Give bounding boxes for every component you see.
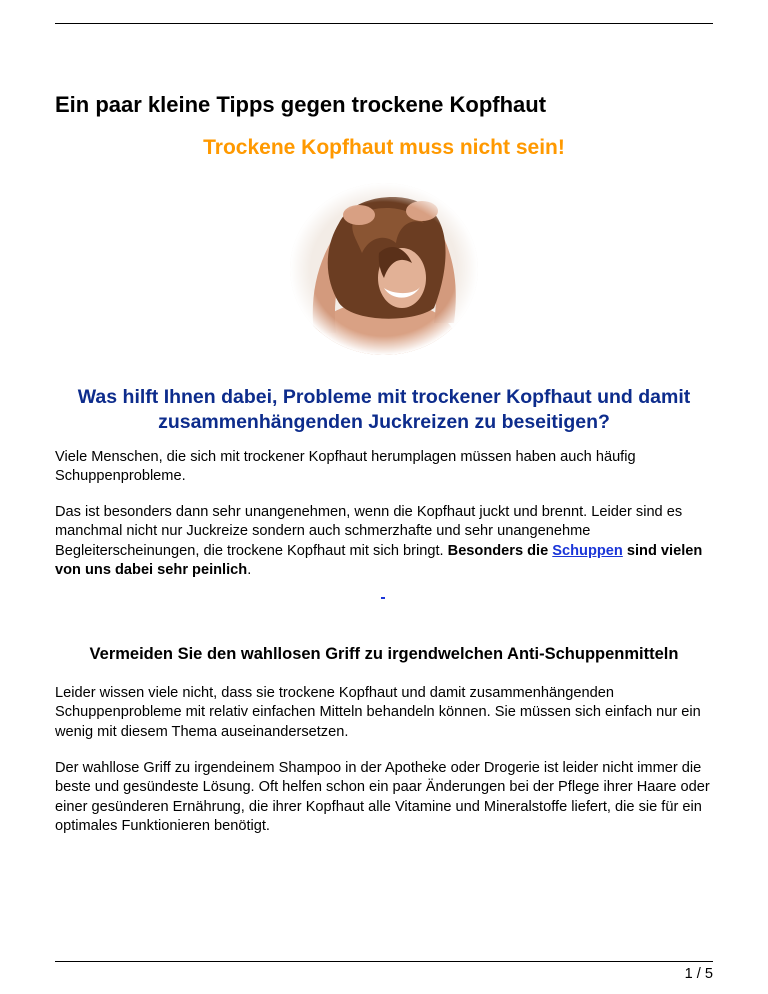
section-heading-2: Vermeiden Sie den wahllosen Griff zu irgendwelchen Anti-Schuppenmitteln — [89, 645, 679, 663]
small-link-mark[interactable] — [381, 597, 385, 599]
paragraph-3: Leider wissen viele nicht, dass sie trockene Kopfhaut und damit zusammenhängenden Schuppenprobleme mit relativ einfachen Mitteln behandeln können. Sie müssen sich einfach nur ein wenig mit diesem Thema auseinandersetzen. — [55, 685, 701, 740]
paragraph-2-bold-end: sind vielen von uns dabei sehr peinlich — [55, 542, 703, 578]
photo-illustration — [284, 183, 484, 355]
paragraph-2 — [55, 503, 715, 580]
paragraph-4: Der wahllose Griff zu irgendeinem Shampoo in der Apotheke oder Drogerie ist leider nicht immer die beste und gesündeste Lösung. Oft helfen schon ein paar Änderungen bei der Pflege ihrer Haare oder einer gesünderen Ernährung, die ihrer Kopfhaut alle Vitamine und Mineralstoffe liefert, die sie für ein optimales Funktionieren benötigt. — [55, 760, 710, 834]
page-number: 1 / 5 — [684, 966, 713, 982]
paragraph-2-end: . — [247, 561, 252, 578]
woman-scratching-head-photo — [284, 183, 484, 355]
footer-rule — [55, 961, 713, 962]
paragraph-2-text: Das ist besonders dann sehr unangenehmen, wenn die Kopfhaut juckt und brennt. Leider sind es manchmal nicht nur Juckreize sondern auch schmerzhafte und sehr unangenehme Begleiterscheinungen, die trockene Kopfhaut mit sich bringt. — [55, 504, 683, 559]
paragraph-1: Viele Menschen, die sich mit trockener Kopfhaut herumplagen müssen haben auch häufig Schuppenprobleme. — [55, 449, 636, 485]
page-subtitle: Trockene Kopfhaut muss nicht sein! — [203, 136, 565, 159]
header-rule — [55, 23, 713, 24]
paragraph-2-bold-start: Besonders die — [447, 542, 553, 559]
page-title: Ein paar kleine Tipps gegen trockene Kopfhaut — [55, 92, 547, 117]
schuppen-link[interactable]: Schuppen — [552, 542, 623, 559]
section-heading-main: Was hilft Ihnen dabei, Probleme mit trockener Kopfhaut und damit zusammenhängenden Juckreizen zu beseitigen? — [77, 386, 691, 433]
